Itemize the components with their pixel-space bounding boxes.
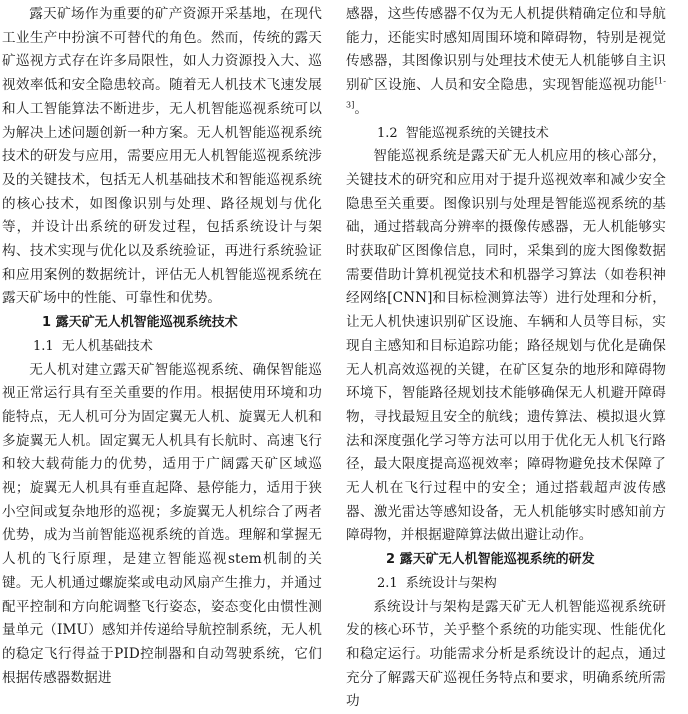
subsection-2-1-title: 系统设计与架构	[405, 575, 497, 591]
subsection-1-1-number: 1.1	[33, 338, 54, 354]
citation-1-3: [1-3]	[346, 76, 666, 110]
uav-basics-paragraph: 无人机对建立露天矿智能巡视系统、确保智能巡视正常运行具有至关重要的作用。根据使用环境和功能特点，无人机可分为固定翼无人机、旋翼无人机和多旋翼无人机。固定翼无人机具有长航时、高速飞行和较大载荷能力的优势，适用于广阔露天矿区域巡视；旋翼无人机具有垂直起降、悬停能力，适用于狭小空间或复杂地形的巡视；多旋翼无人机综合了两者优势，成为当前智能巡视系统的首选。理解和掌握无人机的飞行原理，是建立智能巡视stem机制的关键。无人机通过螺旋桨或电动风扇产生推力，并通过配平控制和方向舵调整飞行姿态，姿态变化由惯性测量单元（IMU）感知并传递给导航控制系统，无人机的稳定飞行得益于PID控制器和自动驾驶系统，它们根据传感器数据进	[2, 361, 322, 686]
subsection-1-1-title: 无人机基础技术	[61, 338, 153, 354]
sensor-paragraph-continued	[346, 3, 666, 122]
subsection-1-1-heading	[2, 335, 322, 359]
section-2-heading: 2 露天矿无人机智能巡视系统的研发	[386, 552, 595, 568]
subsection-1-2-number: 1.2	[377, 125, 398, 141]
right-column	[346, 3, 666, 714]
subsection-2-1-number: 2.1	[377, 575, 398, 591]
subsection-1-2-title: 智能巡视系统的关键技术	[405, 125, 549, 141]
sensor-paragraph-end: 。	[354, 100, 369, 117]
section-1-heading: 1 露天矿无人机智能巡视系统技术	[42, 315, 238, 331]
left-column	[2, 3, 322, 690]
key-tech-paragraph: 智能巡视系统是露天矿无人机应用的核心部分，关键技术的研究和应用对于提升巡视效率和减少安全隐患至关重要。图像识别与处理是智能巡视系统的基础，通过搭载高分辨率的摄像传感器，无人机能够实时获取矿区图像信息，同时，采集到的庞大图像数据需要借助计算机视觉技术和机器学习算法（如卷积神经网络[CNN]和目标检测算法等）进行处理和分析，让无人机快速识别矿区设施、车辆和人员等目标，实现自主感知和目标追踪功能；路径规划与优化是确保无人机高效巡视的关键，在矿区复杂的地形和障碍物环境下，智能路径规划技术能够确保无人机避开障碍物，寻找最短且安全的航线；遗传算法、模拟退火算法和深度强化学习等方法可以用于优化无人机飞行路径，最大限度提高巡视效率；障碍物避免技术保障了无人机在飞行过程中的安全；通过搭载超声波传感器、激光雷达等感知设备，无人机能够实时感知前方障碍物，并根据避障算法做出避让动作。	[346, 148, 666, 544]
system-design-paragraph: 系统设计与架构是露天矿无人机智能巡视系统研发的核心环节，关乎整个系统的功能实现、性能优化和稳定运行。功能需求分析是系统设计的起点，通过充分了解露天矿巡视任务特点和要求，明确系统所需功	[346, 598, 666, 710]
subsection-1-2-heading	[346, 122, 666, 146]
intro-paragraph: 露天矿场作为重要的矿产资源开采基地，在现代工业生产中扮演不可替代的角色。然而，传统的露天矿巡视方式存在许多局限性，如人力资源投入大、巡视效率低和安全隐患较高。随着无人机技术飞速发展和人工智能算法不断进步，无人机智能巡视系统可以为解决上述问题创新一种方案。无人机智能巡视系统技术的研发与应用，需要应用无人机智能巡视系统涉及的关键技术，包括无人机基础技术和智能巡视系统的核心技术，如图像识别与处理、路径规划与优化等，并设计出系统的研发过程，包括系统设计与架构、技术实现与优化以及系统验证，再进行系统验证和应用案例的数据统计，评估无人机智能巡视系统在露天矿场中的性能、可靠性和优势。	[2, 6, 322, 307]
sensor-paragraph-text: 感器，这些传感器不仅为无人机提供精确定位和导航能力，还能实时感知周围环境和障碍物，特别是视觉传感器，其图像识别与处理技术使无人机能够自主识别矿区设施、人员和安全隐患，实现智能巡视功能	[346, 6, 666, 94]
subsection-2-1-heading	[346, 572, 666, 596]
